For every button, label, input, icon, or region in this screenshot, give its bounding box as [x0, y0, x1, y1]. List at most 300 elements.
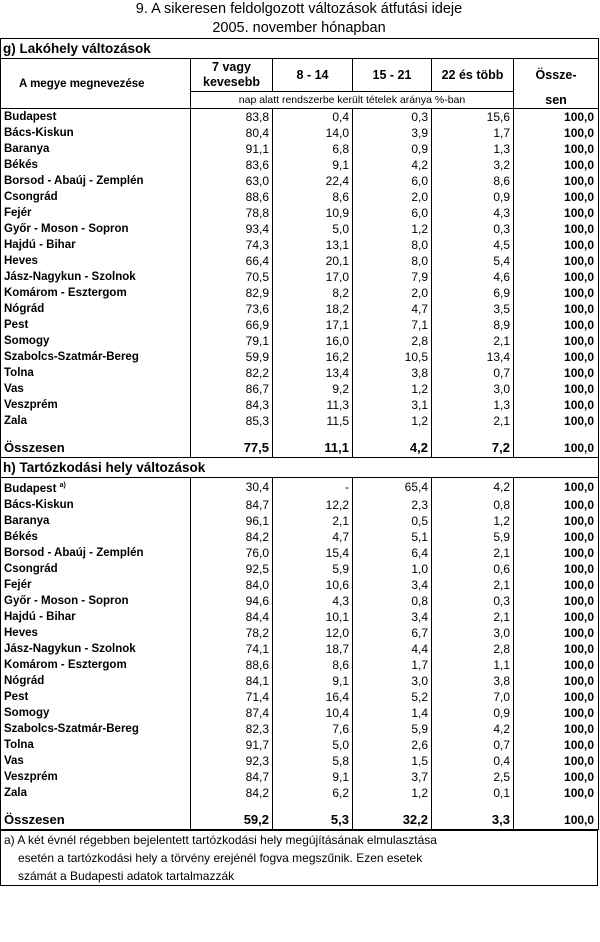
cell-value: 1,3 — [432, 141, 514, 157]
cell-value: 83,6 — [191, 157, 273, 173]
cell-value: 2,1 — [432, 545, 514, 561]
cell-value: 13,4 — [273, 365, 353, 381]
cell-value: 3,0 — [432, 381, 514, 397]
cell-value: 7,6 — [273, 721, 353, 737]
county-name: Győr - Moson - Sopron — [4, 223, 129, 235]
cell-value: 84,7 — [191, 769, 273, 785]
total-label: Összesen — [4, 440, 65, 455]
table-row — [1, 317, 599, 333]
cell-value: 4,2 — [432, 721, 514, 737]
cell-value: 80,4 — [191, 125, 273, 141]
cell-value: 0,7 — [432, 737, 514, 753]
cell-value: 74,1 — [191, 641, 273, 657]
header-col1: 7 vagy kevesebb — [191, 59, 273, 92]
county-name: Komárom - Esztergom — [4, 658, 127, 671]
cell-value: 4,7 — [273, 529, 353, 545]
cell-value: 6,8 — [273, 141, 353, 157]
cell-value: 5,9 — [273, 561, 353, 577]
cell-total: 100,0 — [514, 285, 599, 301]
table-row — [1, 561, 599, 577]
cell-value: 1,2 — [353, 381, 432, 397]
cell-total: 100,0 — [514, 365, 599, 381]
cell-total: 100,0 — [514, 657, 599, 673]
cell-total: 100,0 — [514, 673, 599, 689]
county-name: Borsod - Abaúj - Zemplén — [4, 175, 144, 187]
cell-value: 5,4 — [432, 253, 514, 269]
cell-total: 100,0 — [514, 785, 599, 801]
cell-value: 91,1 — [191, 141, 273, 157]
table-row — [1, 397, 599, 413]
cell-value: 83,8 — [191, 109, 273, 126]
county-name: Vas — [4, 754, 24, 767]
county-name: Pest — [4, 319, 29, 331]
county-name: Heves — [4, 255, 38, 267]
cell-value: 2,6 — [353, 737, 432, 753]
county-name: Bács-Kiskun — [4, 498, 74, 511]
cell-value: 4,7 — [353, 301, 432, 317]
table-row — [1, 769, 599, 785]
cell-value: 7,1 — [353, 317, 432, 333]
cell-value: 4,3 — [432, 205, 514, 221]
table-row — [1, 721, 599, 737]
cell-value: 8,6 — [273, 657, 353, 673]
county-name: Csongrád — [4, 562, 58, 575]
cell-value: 78,8 — [191, 205, 273, 221]
table-row — [1, 237, 599, 253]
county-name: Békés — [4, 530, 38, 543]
county-name: Tolna — [4, 738, 34, 751]
total-label: Összesen — [4, 811, 65, 827]
table-row — [1, 689, 599, 705]
cell-value: 2,1 — [432, 413, 514, 429]
total-value: 7,2 — [432, 439, 514, 458]
table-row — [1, 785, 599, 801]
cell-value: 84,1 — [191, 673, 273, 689]
cell-value: 88,6 — [191, 657, 273, 673]
cell-value: 0,9 — [353, 141, 432, 157]
cell-value: 7,9 — [353, 269, 432, 285]
county-name: Veszprém — [4, 770, 58, 783]
table-row — [1, 545, 599, 561]
county-name: Zala — [4, 415, 28, 427]
cell-value: 0,6 — [432, 561, 514, 577]
section-h-title: h) Tartózkodási hely változások — [1, 458, 599, 478]
county-name: Budapest $^{a)}$ — [4, 482, 66, 495]
cell-value: 2,0 — [353, 285, 432, 301]
cell-value: 78,2 — [191, 625, 273, 641]
table-row — [1, 301, 599, 317]
county-name: Hajdú - Bihar — [4, 610, 76, 623]
cell-total: 100,0 — [514, 721, 599, 737]
header-col5a: Össze- — [514, 59, 599, 92]
cell-value: 8,0 — [353, 253, 432, 269]
cell-value: 2,1 — [432, 333, 514, 349]
cell-value: 3,0 — [432, 625, 514, 641]
header-subheader: nap alatt rendszerbe került tételek aránya %-ban — [191, 92, 514, 109]
cell-total: 100,0 — [514, 625, 599, 641]
cell-value: 4,4 — [353, 641, 432, 657]
table-row — [1, 189, 599, 205]
cell-total: 100,0 — [514, 478, 599, 497]
header-col5b: sen — [514, 92, 599, 109]
cell-value: 1,5 — [353, 753, 432, 769]
footnote-line-2: esetén a tartózkodási hely a törvény erejénél fogva megszűnik. Ezen esetek — [18, 850, 423, 865]
cell-value: 84,0 — [191, 577, 273, 593]
county-name: Győr - Moson - Sopron — [4, 594, 129, 607]
cell-total: 100,0 — [514, 397, 599, 413]
cell-value: 6,0 — [353, 173, 432, 189]
cell-value: 1,2 — [353, 221, 432, 237]
footnote-line-1: a) A két évnél régebben bejelentett tartózkodási hely megújításának elmulasztása — [4, 832, 437, 847]
cell-value: 0,4 — [273, 109, 353, 126]
cell-value: 93,4 — [191, 221, 273, 237]
header-col4: 22 és több — [432, 59, 514, 92]
table-row — [1, 497, 599, 513]
cell-value: 3,4 — [353, 577, 432, 593]
table-row — [1, 657, 599, 673]
cell-value: 87,4 — [191, 705, 273, 721]
cell-total: 100,0 — [514, 413, 599, 429]
cell-value: 1,1 — [432, 657, 514, 673]
cell-value: 5,1 — [353, 529, 432, 545]
cell-value: 8,2 — [273, 285, 353, 301]
cell-value: 11,3 — [273, 397, 353, 413]
spacer-row — [1, 801, 599, 811]
table-row — [1, 109, 599, 126]
cell-value: 0,3 — [432, 593, 514, 609]
cell-total: 100,0 — [514, 317, 599, 333]
cell-value: 9,1 — [273, 673, 353, 689]
cell-value: 2,3 — [353, 497, 432, 513]
cell-value: 82,2 — [191, 365, 273, 381]
cell-value: 84,2 — [191, 785, 273, 801]
cell-total: 100,0 — [514, 737, 599, 753]
cell-value: 14,0 — [273, 125, 353, 141]
cell-total: 100,0 — [514, 561, 599, 577]
total-value: 11,1 — [273, 439, 353, 458]
cell-value: 1,2 — [353, 785, 432, 801]
cell-total: 100,0 — [514, 221, 599, 237]
county-name: Nógrád — [4, 303, 45, 315]
cell-value: 82,3 — [191, 721, 273, 737]
cell-value: 2,1 — [432, 577, 514, 593]
section-g-title: g) Lakóhely változások — [1, 39, 599, 59]
cell-value: 66,9 — [191, 317, 273, 333]
table-row — [1, 221, 599, 237]
table-row — [1, 125, 599, 141]
cell-value: 0,3 — [353, 109, 432, 126]
table-row — [1, 593, 599, 609]
county-name: Pest — [4, 690, 29, 703]
cell-value: 0,1 — [432, 785, 514, 801]
county-name: Szabolcs-Szatmár-Bereg — [4, 351, 139, 363]
cell-value: 15,6 — [432, 109, 514, 126]
table-row — [1, 737, 599, 753]
cell-total: 100,0 — [514, 545, 599, 561]
cell-value: 9,2 — [273, 381, 353, 397]
table-row — [1, 381, 599, 397]
cell-value: 82,9 — [191, 285, 273, 301]
total-value: 59,2 — [191, 811, 273, 830]
cell-total: 100,0 — [514, 269, 599, 285]
cell-total: 100,0 — [514, 141, 599, 157]
cell-value: 2,0 — [353, 189, 432, 205]
cell-value: 22,4 — [273, 173, 353, 189]
county-name: Somogy — [4, 335, 50, 347]
cell-value: 20,1 — [273, 253, 353, 269]
county-name: Baranya — [4, 514, 50, 527]
table-row — [1, 529, 599, 545]
cell-value: 96,1 — [191, 513, 273, 529]
cell-value: 5,9 — [353, 721, 432, 737]
cell-value: 12,0 — [273, 625, 353, 641]
cell-total: 100,0 — [514, 641, 599, 657]
cell-total: 100,0 — [514, 577, 599, 593]
cell-value: 1,3 — [432, 397, 514, 413]
cell-value: 3,5 — [432, 301, 514, 317]
table-row — [1, 141, 599, 157]
cell-value: 92,5 — [191, 561, 273, 577]
cell-value: 6,4 — [353, 545, 432, 561]
cell-value: 0,9 — [432, 189, 514, 205]
cell-value: 6,0 — [353, 205, 432, 221]
table-row — [1, 269, 599, 285]
total-value: 100,0 — [514, 811, 599, 830]
cell-value: 5,0 — [273, 221, 353, 237]
cell-value: 1,7 — [432, 125, 514, 141]
county-name: Baranya — [4, 143, 50, 155]
cell-value: 0,3 — [432, 221, 514, 237]
cell-value: 73,6 — [191, 301, 273, 317]
table-row — [1, 673, 599, 689]
table-row — [1, 753, 599, 769]
table-row — [1, 365, 599, 381]
cell-value: 2,8 — [353, 333, 432, 349]
county-name: Szabolcs-Szatmár-Bereg — [4, 722, 139, 735]
table-row — [1, 577, 599, 593]
county-name: Borsod - Abaúj - Zemplén — [4, 546, 144, 559]
cell-value: 0,4 — [432, 753, 514, 769]
cell-total: 100,0 — [514, 349, 599, 365]
county-name: Csongrád — [4, 191, 58, 203]
cell-value: 10,1 — [273, 609, 353, 625]
cell-value: 0,9 — [432, 705, 514, 721]
cell-value: 3,4 — [353, 609, 432, 625]
total-value: 77,5 — [191, 439, 273, 458]
table-row — [1, 625, 599, 641]
county-name: Heves — [4, 626, 38, 639]
cell-value: 0,5 — [353, 513, 432, 529]
cell-total: 100,0 — [514, 157, 599, 173]
cell-value: 9,1 — [273, 769, 353, 785]
cell-value: 16,2 — [273, 349, 353, 365]
county-name: Zala — [4, 786, 28, 799]
cell-value: 4,3 — [273, 593, 353, 609]
table-row — [1, 705, 599, 721]
cell-value: 12,2 — [273, 497, 353, 513]
cell-total: 100,0 — [514, 253, 599, 269]
cell-value: 10,5 — [353, 349, 432, 365]
cell-value: 15,4 — [273, 545, 353, 561]
cell-value: 9,1 — [273, 157, 353, 173]
county-name: Bács-Kiskun — [4, 127, 74, 139]
cell-total: 100,0 — [514, 381, 599, 397]
cell-value: 16,4 — [273, 689, 353, 705]
cell-value: 86,7 — [191, 381, 273, 397]
cell-value: 1,2 — [353, 413, 432, 429]
cell-value: 94,6 — [191, 593, 273, 609]
cell-total: 100,0 — [514, 609, 599, 625]
footnote — [0, 830, 598, 886]
cell-value: 92,3 — [191, 753, 273, 769]
cell-value: 6,2 — [273, 785, 353, 801]
total-value: 100,0 — [514, 439, 599, 458]
cell-value: 4,2 — [432, 478, 514, 497]
spacer-row — [1, 429, 599, 439]
cell-total: 100,0 — [514, 529, 599, 545]
table-row — [1, 333, 599, 349]
cell-value: 0,8 — [353, 593, 432, 609]
cell-value: 84,2 — [191, 529, 273, 545]
cell-value: 5,8 — [273, 753, 353, 769]
cell-value: 85,3 — [191, 413, 273, 429]
cell-value: 3,0 — [353, 673, 432, 689]
cell-value: 88,6 — [191, 189, 273, 205]
county-name: Veszprém — [4, 399, 58, 411]
cell-value: 2,1 — [273, 513, 353, 529]
cell-value: 63,0 — [191, 173, 273, 189]
cell-value: 0,8 — [432, 497, 514, 513]
cell-value: 10,9 — [273, 205, 353, 221]
cell-value: 71,4 — [191, 689, 273, 705]
total-row — [1, 439, 599, 458]
cell-value: 17,0 — [273, 269, 353, 285]
header-name-col: A megye megnevezése — [19, 77, 145, 90]
cell-total: 100,0 — [514, 237, 599, 253]
cell-total: 100,0 — [514, 205, 599, 221]
table-row — [1, 285, 599, 301]
cell-total: 100,0 — [514, 705, 599, 721]
cell-value: 6,9 — [432, 285, 514, 301]
cell-value: 5,0 — [273, 737, 353, 753]
cell-value: 1,4 — [353, 705, 432, 721]
cell-total: 100,0 — [514, 125, 599, 141]
cell-value: 3,2 — [432, 157, 514, 173]
cell-total: 100,0 — [514, 593, 599, 609]
cell-value: 18,7 — [273, 641, 353, 657]
cell-value: 5,9 — [432, 529, 514, 545]
total-value: 3,3 — [432, 811, 514, 830]
county-name: Jász-Nagykun - Szolnok — [4, 642, 136, 655]
cell-value: 6,7 — [353, 625, 432, 641]
total-row — [1, 811, 599, 830]
cell-value: 8,9 — [432, 317, 514, 333]
cell-value: 13,4 — [432, 349, 514, 365]
cell-value: 3,7 — [353, 769, 432, 785]
cell-value: 4,2 — [353, 157, 432, 173]
cell-value: 10,4 — [273, 705, 353, 721]
cell-value: 74,3 — [191, 237, 273, 253]
cell-value: 3,8 — [353, 365, 432, 381]
cell-value: 59,9 — [191, 349, 273, 365]
cell-value: 1,0 — [353, 561, 432, 577]
cell-value: 3,8 — [432, 673, 514, 689]
county-name: Budapest — [4, 111, 57, 123]
county-name: Hajdú - Bihar — [4, 239, 76, 251]
table-row — [1, 253, 599, 269]
county-name: Nógrád — [4, 674, 45, 687]
cell-value: 84,3 — [191, 397, 273, 413]
cell-value: 5,2 — [353, 689, 432, 705]
cell-value: 7,0 — [432, 689, 514, 705]
title-line-1: 9. A sikeresen feldolgozott változások átfutási ideje — [135, 1, 463, 17]
cell-value: 4,5 — [432, 237, 514, 253]
cell-value: 79,1 — [191, 333, 273, 349]
table-row — [1, 173, 599, 189]
cell-value: 2,8 — [432, 641, 514, 657]
cell-total: 100,0 — [514, 333, 599, 349]
cell-value: 13,1 — [273, 237, 353, 253]
cell-total: 100,0 — [514, 173, 599, 189]
total-value: 4,2 — [353, 439, 432, 458]
table-row — [1, 205, 599, 221]
county-name: Somogy — [4, 706, 50, 719]
table-row — [1, 478, 599, 497]
county-name: Békés — [4, 159, 38, 171]
cell-value: 8,6 — [273, 189, 353, 205]
cell-total: 100,0 — [514, 513, 599, 529]
cell-value: 0,7 — [432, 365, 514, 381]
data-table — [0, 38, 599, 830]
cell-value: 1,2 — [432, 513, 514, 529]
cell-total: 100,0 — [514, 189, 599, 205]
county-name: Jász-Nagykun - Szolnok — [4, 271, 136, 283]
cell-total: 100,0 — [514, 497, 599, 513]
cell-value: 30,4 — [191, 478, 273, 497]
table-row — [1, 349, 599, 365]
cell-value: 66,4 — [191, 253, 273, 269]
cell-value: - — [273, 478, 353, 497]
total-value: 32,2 — [353, 811, 432, 830]
table-row — [1, 609, 599, 625]
title-line-2: 2005. november hónapban — [212, 20, 386, 36]
cell-value: 70,5 — [191, 269, 273, 285]
county-name: Komárom - Esztergom — [4, 287, 127, 299]
cell-value: 17,1 — [273, 317, 353, 333]
cell-total: 100,0 — [514, 689, 599, 705]
cell-value: 2,5 — [432, 769, 514, 785]
table-row — [1, 413, 599, 429]
report-title — [0, 0, 598, 38]
cell-value: 16,0 — [273, 333, 353, 349]
cell-value: 3,9 — [353, 125, 432, 141]
total-value: 5,3 — [273, 811, 353, 830]
cell-value: 8,6 — [432, 173, 514, 189]
header-col2: 8 - 14 — [273, 59, 353, 92]
table-row — [1, 641, 599, 657]
footnote-line-3: számát a Budapesti adatok tartalmazzák — [18, 868, 235, 883]
county-name: Fejér — [4, 207, 32, 219]
table-row — [1, 157, 599, 173]
header-col3: 15 - 21 — [353, 59, 432, 92]
cell-value: 10,6 — [273, 577, 353, 593]
cell-value: 84,7 — [191, 497, 273, 513]
cell-value: 8,0 — [353, 237, 432, 253]
cell-value: 4,6 — [432, 269, 514, 285]
cell-value: 91,7 — [191, 737, 273, 753]
cell-value: 65,4 — [353, 478, 432, 497]
cell-value: 18,2 — [273, 301, 353, 317]
